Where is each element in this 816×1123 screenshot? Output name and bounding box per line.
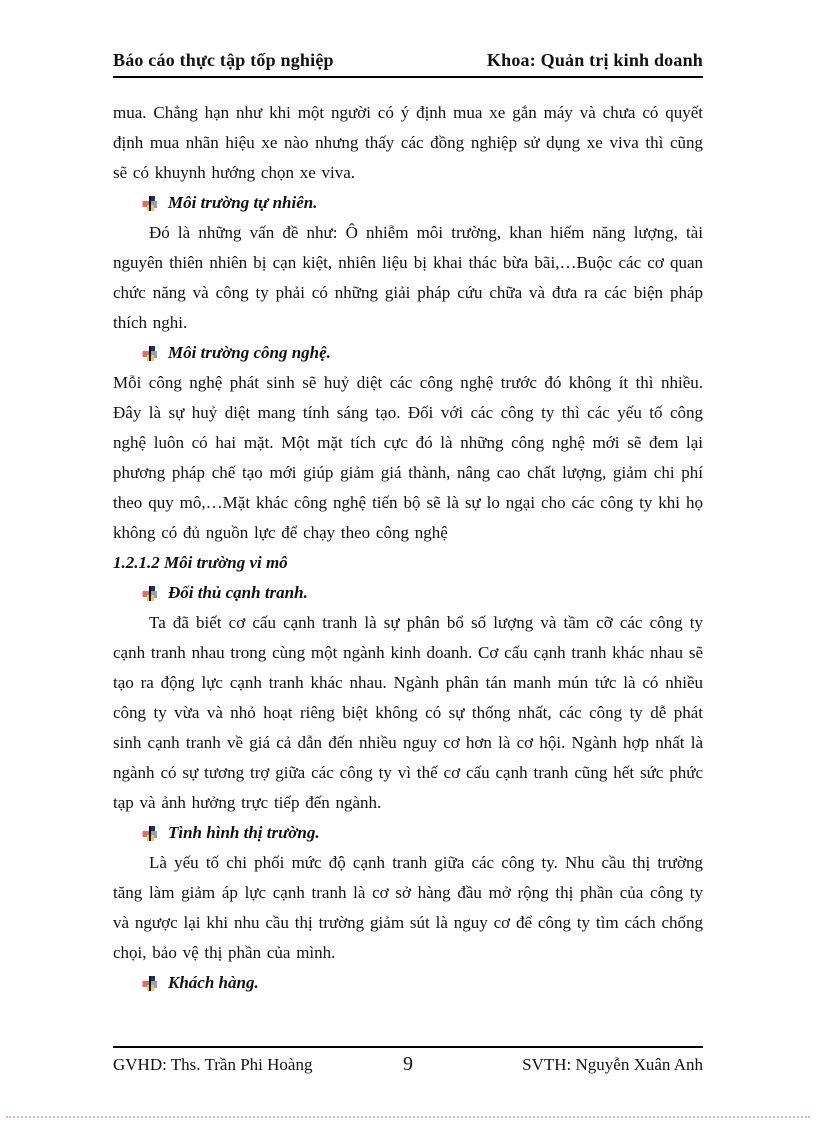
colored-square-bullet-icon bbox=[143, 586, 158, 601]
colored-square-bullet-icon bbox=[143, 346, 158, 361]
header-right-title: Khoa: Quản trị kinh doanh bbox=[486, 50, 703, 70]
paragraph-consumer-behavior: mua. Chẳng hạn như khi một người có ý định mua xe gắn máy và chưa có quyết định mua nhãn hiệu xe nào nhưng thấy các đồng nghiệp sử dụng xe viva thì cũng sẽ có khuynh hướng chọn xe viva. bbox=[113, 103, 703, 182]
header-left-title: Báo cáo thực tập tốp nghiệp bbox=[113, 50, 334, 70]
footer-student: SVTH: Nguyễn Xuân Anh bbox=[522, 1055, 703, 1074]
page-number: 9 bbox=[403, 1053, 413, 1075]
page-footer bbox=[113, 1046, 703, 1076]
page-header bbox=[113, 50, 703, 78]
bullet-heading-label: Môi trường tự nhiên. bbox=[168, 193, 318, 212]
colored-square-bullet-icon bbox=[143, 976, 158, 991]
bullet-heading-technology-environment bbox=[113, 338, 703, 368]
section-heading-micro-environment: 1.2.1.2 Môi trường vi mô bbox=[113, 553, 288, 572]
bullet-heading-customers bbox=[113, 968, 703, 998]
bullet-heading-label: Đối thủ cạnh tranh. bbox=[168, 583, 308, 602]
paragraph-natural-environment: Đó là những vấn đề như: Ô nhiễm môi trường, khan hiếm năng lượng, tài nguyên thiên nhiên bị cạn kiệt, nhiên liệu bị khai thác bừa bãi,…Buộc các cơ quan chức năng và công ty phải có những giải pháp cứu chữa và đưa ra các biện pháp thích nghi. bbox=[113, 223, 703, 332]
bullet-heading-label: Khách hàng. bbox=[168, 973, 259, 992]
page-boundary-dotted-line bbox=[6, 1116, 810, 1118]
paragraph-competitors: Ta đã biết cơ cấu cạnh tranh là sự phân bổ số lượng và tầm cỡ các công ty cạnh tranh nhau trong cùng một ngành kinh doanh. Cơ cấu cạnh tranh khác nhau sẽ tạo ra động lực cạnh tranh khác nhau. Ngành phân tán manh mún tức là có nhiều công ty vừa và nhỏ hoạt riêng biệt không có sự thống nhất, các công ty dễ phát sinh cạnh tranh về giá cả dẫn đến nhiều nguy cơ hơn là cơ hội. Ngành hợp nhất là ngành có sự tương trợ giữa các công ty vì thế cơ cấu cạnh tranh cũng hết sức phức tạp và ảnh hưởng trực tiếp đến ngành. bbox=[113, 613, 703, 812]
paragraph-technology-environment: Mỗi công nghệ phát sinh sẽ huỷ diệt các công nghệ trước đó không ít thì nhiều. Đây là sự huỷ diệt mang tính sáng tạo. Đối với các công ty thì các yếu tố công nghệ luôn có hai mặt. Một mặt tích cực đó là những công nghệ mới sẽ đem lại phương pháp chế tạo mới giúp giảm giá thành, nâng cao chất lượng, giảm chi phí theo quy mô,…Mặt khác công nghệ tiến bộ sẽ là sự lo ngại cho các công ty khi họ không có đủ nguồn lực để chạy theo công nghệ bbox=[113, 373, 703, 542]
bullet-heading-label: Môi trường công nghệ. bbox=[168, 343, 331, 362]
bullet-heading-competitors bbox=[113, 578, 703, 608]
footer-advisor: GVHD: Ths. Trần Phi Hoàng bbox=[113, 1055, 313, 1074]
bullet-heading-market-situation bbox=[113, 818, 703, 848]
bullet-heading-natural-environment bbox=[113, 188, 703, 218]
colored-square-bullet-icon bbox=[143, 826, 158, 841]
bullet-heading-label: Tình hình thị trường. bbox=[168, 823, 320, 842]
page-body bbox=[113, 98, 703, 998]
paragraph-market-situation: Là yếu tố chi phối mức độ cạnh tranh giữa các công ty. Nhu cầu thị trường tăng làm giảm áp lực cạnh tranh là cơ sở hàng đầu mở rộng thị phần của công ty và ngược lại khi nhu cầu thị trường giảm sút là nguy cơ để công ty tìm cách chống chọi, bảo vệ thị phần của mình. bbox=[113, 853, 703, 962]
colored-square-bullet-icon bbox=[143, 196, 158, 211]
